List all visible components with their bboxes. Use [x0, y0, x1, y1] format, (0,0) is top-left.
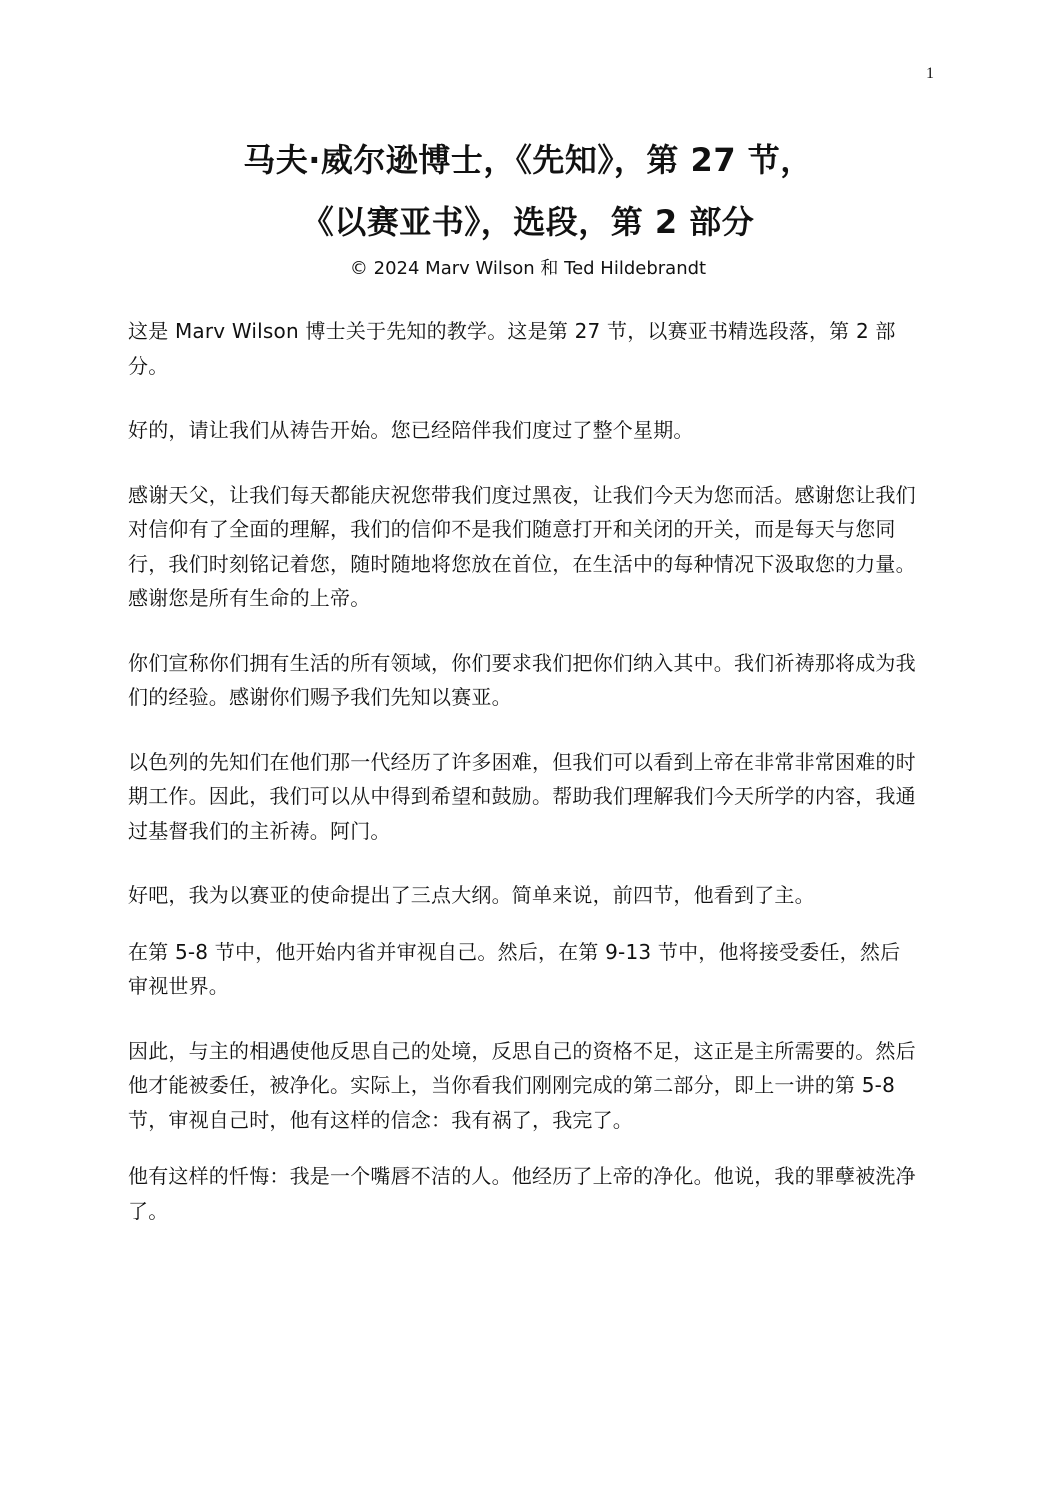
- paragraph: 你们宣称你们拥有生活的所有领域，你们要求我们把你们纳入其中。我们祈祷那将成为我们的经验。感谢你们赐予我们先知以赛亚。: [128, 650, 916, 709]
- paragraph: 他有这样的忏悔：我是一个嘴唇不洁的人。他经历了上帝的净化。他说，我的罪孽被洗净了。: [128, 1164, 916, 1223]
- paragraph: 好的，请让我们从祷告开始。您已经陪伴我们度过了整个星期。: [128, 418, 694, 442]
- page-number: 1: [926, 65, 934, 82]
- paragraph: 以色列的先知们在他们那一代经历了许多困难，但我们可以看到上帝在非常非常困难的时期工作。因此，我们可以从中得到希望和鼓励。帮助我们理解我们今天所学的内容，我通过基督我们的主祈祷。阿门。: [128, 749, 916, 843]
- title-line-2: 《以赛亚书》，选段，第 2 部分: [301, 203, 755, 241]
- copyright-line: © 2024 Marv Wilson 和 Ted Hildebrandt: [349, 258, 707, 279]
- paragraph: 因此，与主的相遇使他反思自己的处境，反思自己的资格不足，这正是主所需要的。然后他才能被委任，被净化。实际上，当你看我们刚刚完成的第二部分，即上一讲的第 5-8 节，审视自己时，他有这样的信念：我有祸了，我完了。: [128, 1038, 916, 1132]
- document-body: [128, 314, 918, 1228]
- paragraph: 这是 Marv Wilson 博士关于先知的教学。这是第 27 节，以赛亚书精选段落，第 2 部分。: [128, 319, 896, 378]
- paragraph: 在第 5-8 节中，他开始内省并审视自己。然后，在第 9-13 节中，他将接受委任，然后审视世界。: [128, 939, 901, 998]
- paragraph: 感谢天父，让我们每天都能庆祝您带我们度过黑夜，让我们今天为您而活。感谢您让我们对信仰有了全面的理解，我们的信仰不是我们随意打开和关闭的开关，而是每天与您同行，我们时刻铭记着您，随时随地将您放在首位，在生活中的每种情况下汲取您的力量。感谢您是所有生命的上帝。: [128, 482, 916, 610]
- title-line-1: 马夫·威尔逊博士，《先知》，第 27 节，: [243, 141, 813, 179]
- paragraph: 好吧，我为以赛亚的使命提出了三点大纲。简单来说，前四节，他看到了主。: [128, 883, 815, 907]
